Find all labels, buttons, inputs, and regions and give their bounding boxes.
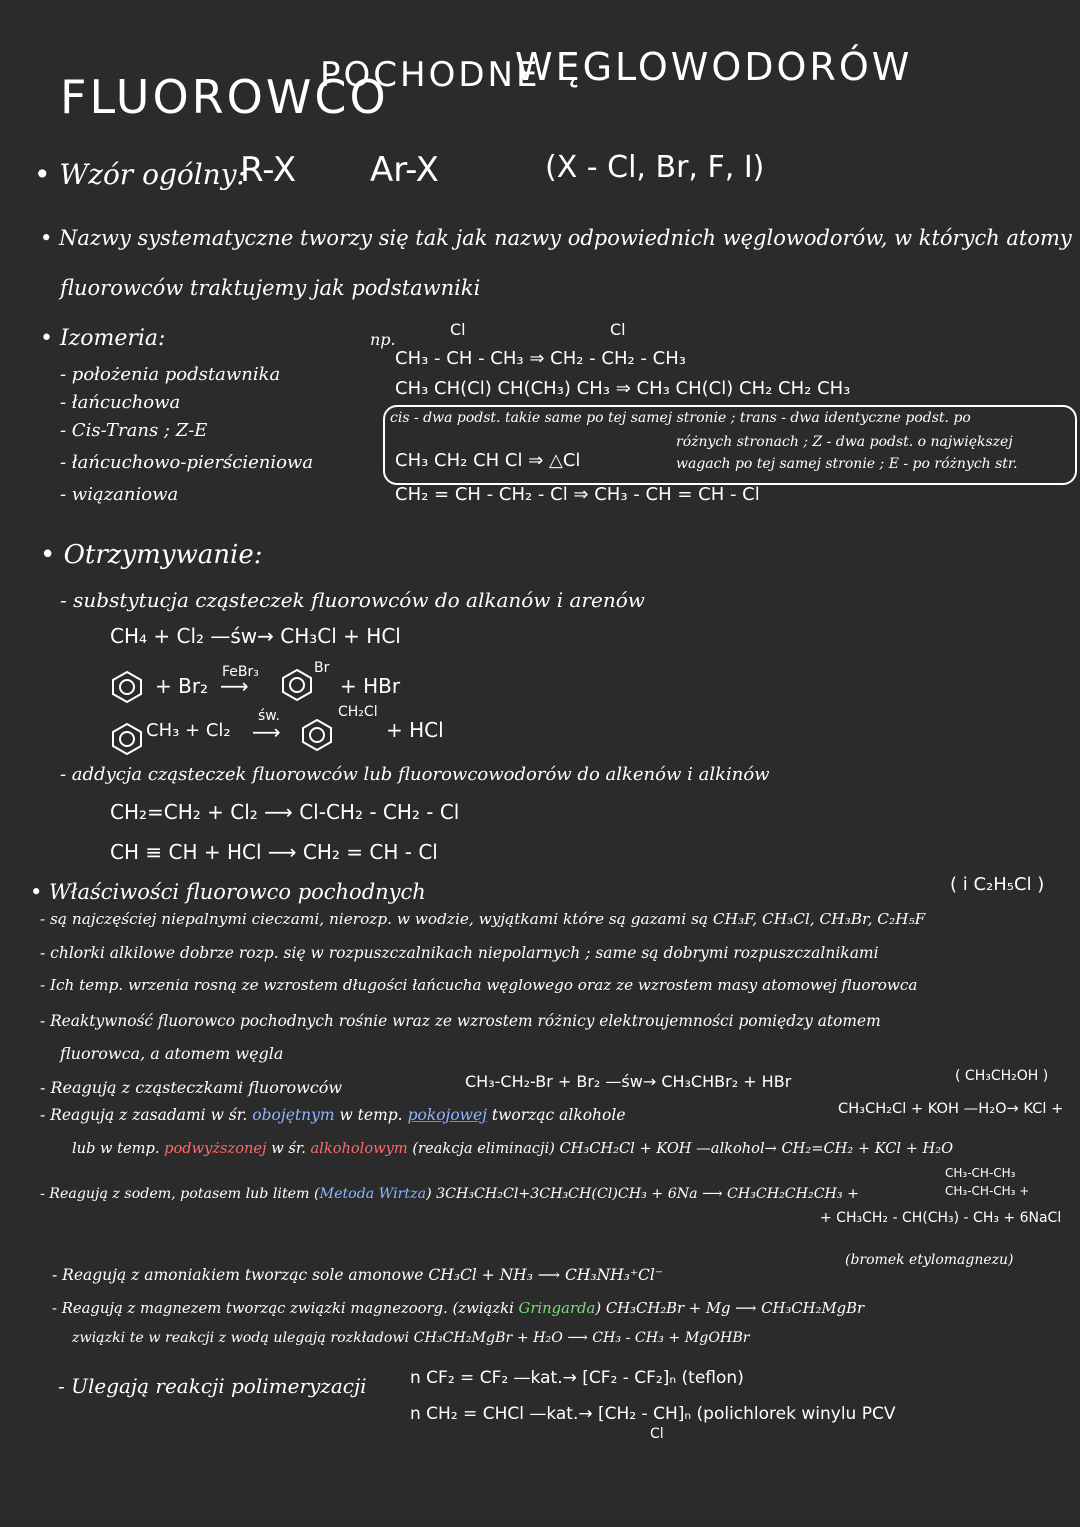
benzene-ring-icon [280, 668, 314, 702]
properties-side-note: ( i C₂H₅Cl ) [950, 874, 1045, 895]
property-5-reaction: CH₃-CH₂-Br + Br₂ —św→ CH₃CHBr₂ + HBr [465, 1072, 792, 1091]
isomerism-example-2: CH₃ CH(Cl) CH(CH₃) CH₃ ⇒ CH₃ CH(Cl) CH₂ CH₂ CH₃ [395, 378, 851, 399]
arrow-1: ⟶ [220, 674, 249, 698]
property-10-text-a: - Reagują z magnezem tworząc związki magnezoorg. (związki [52, 1300, 514, 1317]
property-1: - są najczęściej niepalnymi cieczami, nierozp. w wodzie, wyjątkami które są gazami są CH₃F, CH₃Cl, CH₃Br, C₂H₅F [40, 910, 926, 928]
property-6-neutral: obojętnym [252, 1106, 335, 1124]
property-7-text-e: (reakcja eliminacji) CH₃CH₂Cl + KOH —alkohol→ CH₂=CH₂ + KCl + H₂O [412, 1140, 954, 1157]
benzene-ring-icon [300, 718, 334, 752]
naming-line-2: fluorowców traktujemy jak podstawniki [60, 276, 481, 300]
reaction-benzene-bromination-left: + Br₂ [155, 674, 209, 698]
cis-trans-note-1: cis - dwa podst. takie same po tej samej stronie ; trans - dwa identyczne podst. po [390, 410, 971, 426]
catalyst-febr3: FeBr₃ [222, 664, 259, 680]
property-9-side: (bromek etylomagnezu) [845, 1252, 1014, 1268]
isomerism-example-1: CH₃ - CH - CH₃ ⇒ CH₂ - CH₂ - CH₃ [395, 348, 686, 369]
property-6-text-c: w temp. [339, 1106, 403, 1124]
property-8-text-a: - Reagują z sodem, potasem lub litem ( [40, 1186, 320, 1202]
property-8 [40, 1186, 859, 1202]
property-5-side: ( CH₃CH₂OH ) [955, 1068, 1049, 1084]
isomerism-item: - położenia podstawnika [60, 364, 281, 385]
isomerism-example-4: CH₂ = CH - CH₂ - Cl ⇒ CH₃ - CH = CH - Cl [395, 484, 760, 505]
property-4: - Reaktywność fluorowco pochodnych rośnie wraz ze wzrostem różnicy elektroujemności pomiędzy atomem [40, 1012, 881, 1030]
property-8-product-b: CH₃-CH-CH₃ + [945, 1184, 1030, 1198]
isomerism-np: np. [370, 330, 396, 349]
property-11: związki te w reakcji z wodą ulegają rozkładowi CH₃CH₂MgBr + H₂O ⟶ CH₃ - CH₃ + MgOHBr [72, 1330, 750, 1346]
reaction-toluene-chlorination-right: + HCl [386, 718, 444, 742]
property-7-alcoholic: alkoholowym [310, 1140, 408, 1157]
property-8-text-c: ) 3CH₃CH₂Cl+3CH₃CH(Cl)CH₃ + 6Na ⟶ CH₃CH₂CH₂CH₃ + [426, 1186, 860, 1202]
property-5: - Reagują z cząsteczkami fluorowców [40, 1078, 343, 1097]
property-7-elevated: podwyższonej [164, 1140, 267, 1157]
property-4-continued: fluorowca, a atomem węgla [60, 1044, 284, 1063]
property-8-continued: + CH₃CH₂ - CH(CH₃) - CH₃ + 6NaCl [820, 1210, 1062, 1226]
isomerism-item: - łańcuchowo-pierścieniowa [60, 452, 314, 473]
isomerism-example-3: CH₃ CH₂ CH Cl ⇒ △Cl [395, 450, 581, 471]
property-7 [72, 1140, 953, 1157]
property-2: - chlorki alkilowe dobrze rozp. się w rozpuszczalnikach niepolarnych ; same są dobrymi rozpuszczalnikami [40, 944, 879, 962]
polymerization-teflon: n CF₂ = CF₂ —kat.→ [CF₂ - CF₂]ₙ (teflon) [410, 1368, 744, 1388]
naming-line-1: • Nazwy systematyczne tworzy się tak jak nazwy odpowiednich węglowodorów, w których atomy [40, 226, 1072, 250]
property-6-text-a: - Reagują z zasadami w śr. [40, 1106, 248, 1124]
property-7-text-c: w śr. [271, 1140, 306, 1157]
isomerism-item: - wiązaniowa [60, 484, 179, 505]
reaction-acetylene-hcl: CH ≡ CH + HCl ⟶ CH₂ = CH - Cl [110, 840, 438, 864]
property-6-room-temp: pokojowej [407, 1106, 487, 1124]
property-7-text-a: lub w temp. [72, 1140, 160, 1157]
property-6-reaction: CH₃CH₂Cl + KOH —H₂O→ KCl + [838, 1100, 1064, 1117]
reaction-methane-chlorination: CH₄ + Cl₂ —św→ CH₃Cl + HCl [110, 624, 401, 648]
polymerization-pvc-cl: Cl [650, 1426, 664, 1442]
reaction-ethene-chlorination: CH₂=CH₂ + Cl₂ ⟶ Cl-CH₂ - CH₂ - Cl [110, 800, 460, 824]
general-formula-rx: R-X [240, 150, 297, 190]
reaction-benzene-bromination-right: + HBr [340, 674, 401, 698]
properties-header: • Właściwości fluorowco pochodnych [30, 880, 426, 904]
substituent-ch2cl: CH₂Cl [338, 704, 378, 720]
general-label: • Wzór ogólny: [34, 158, 246, 191]
isomerism-item: - łańcuchowa [60, 392, 181, 413]
title-pochodne: POCHODNE [320, 55, 541, 95]
isomerism-ex1-cl-top2: Cl [610, 320, 626, 339]
catalyst-light: św. [258, 708, 280, 724]
polymerization-pvc: n CH₂ = CHCl —kat.→ [CH₂ - CH]ₙ (polichlorek winylu PCV [410, 1404, 896, 1424]
substituent-br: Br [314, 660, 330, 676]
isomerism-ex1-cl-top: Cl [450, 320, 466, 339]
title-fluorowco: FLUOROWCO [60, 70, 389, 124]
benzene-ring-icon [110, 722, 144, 756]
property-9: - Reagują z amoniakiem tworząc sole amonowe CH₃Cl + NH₃ ⟶ CH₃NH₃⁺Cl⁻ [52, 1266, 664, 1284]
reaction-toluene-chlorination-left: CH₃ + Cl₂ [146, 720, 231, 741]
isomerism-item: - Cis-Trans ; Z-E [60, 420, 208, 441]
preparation-addition: - addycja cząsteczek fluorowców lub fluorowcowodorów do alkenów i alkinów [60, 764, 770, 785]
property-6 [40, 1106, 626, 1124]
property-3: - Ich temp. wrzenia rosną ze wzrostem długości łańcucha węglowego oraz ze wzrostem masy atomowej fluorowca [40, 976, 918, 994]
general-formula-arx: Ar-X [370, 150, 439, 190]
arrow-2: ⟶ [252, 720, 281, 744]
preparation-header: • Otrzymywanie: [40, 540, 263, 570]
preparation-substitution: - substytucja cząsteczek fluorowców do alkanów i arenów [60, 588, 645, 612]
title-weglowodorow: WĘGLOWODORÓW [515, 45, 913, 89]
property-6-text-e: tworząc alkohole [491, 1106, 626, 1124]
cis-trans-note-2: różnych stronach ; Z - dwa podst. o największej [676, 434, 1013, 450]
general-formula-halogens: (X - Cl, Br, F, I) [545, 150, 765, 185]
isomerism-header: • Izomeria: [40, 326, 166, 351]
property-12: - Ulegają reakcji polimeryzacji [58, 1374, 367, 1398]
cis-trans-note-3: wagach po tej samej stronie ; E - po różnych str. [676, 456, 1018, 472]
property-10 [52, 1300, 864, 1317]
wurtz-method: Metoda Wirtza [319, 1186, 427, 1202]
benzene-ring-icon [110, 670, 144, 704]
property-10-text-c: ) CH₃CH₂Br + Mg ⟶ CH₃CH₂MgBr [595, 1300, 865, 1317]
grignard-compounds: Gringarda [518, 1300, 596, 1317]
property-8-product-a: CH₃-CH-CH₃ [945, 1166, 1016, 1180]
